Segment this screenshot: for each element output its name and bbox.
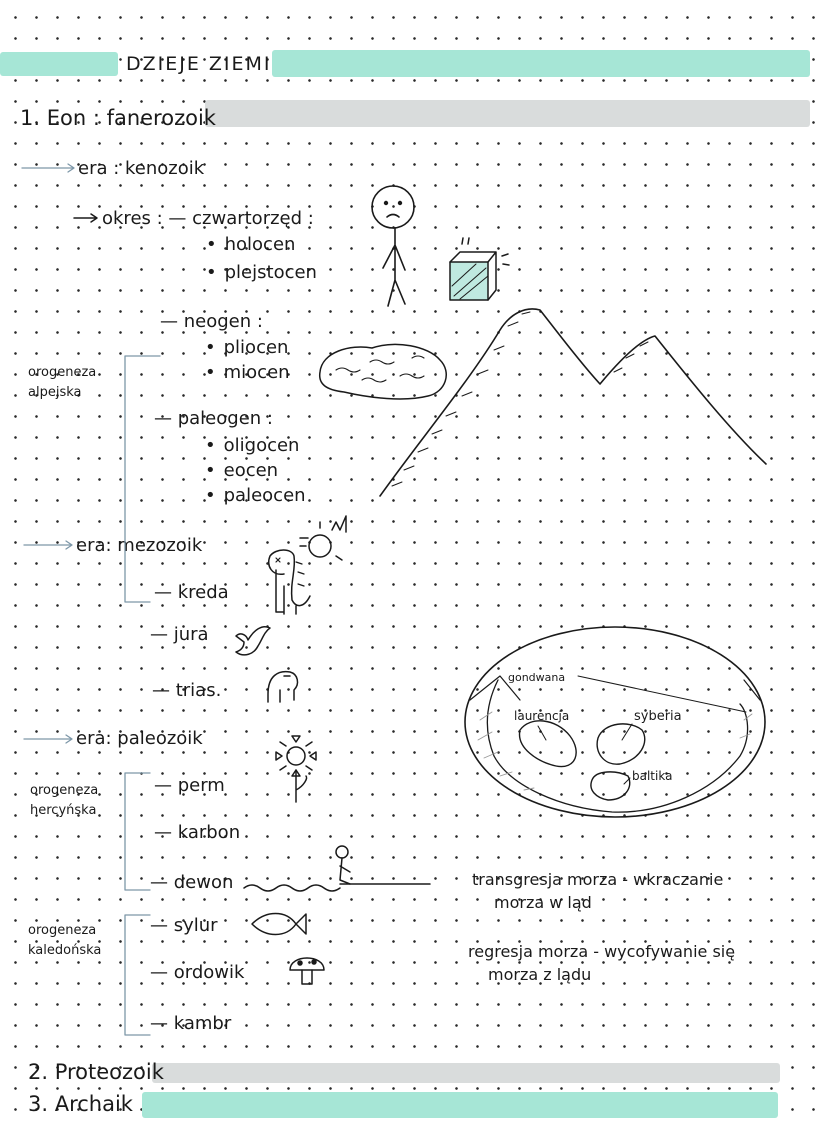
map-label-syberia: syberia <box>634 709 682 724</box>
continent-laurencja <box>520 721 577 767</box>
period-jura: — jura <box>150 624 209 645</box>
section-3-label: 3. Archaik <box>28 1092 133 1116</box>
orogeny-brackets <box>125 356 160 1035</box>
epoch-holocen: • holocen <box>206 236 295 254</box>
orogeny-kaledonska-line1: orogeneza <box>28 923 97 938</box>
definition-regresja-line2: morza z lądu <box>488 965 592 984</box>
period-paleogen: — paleogen : <box>154 408 273 429</box>
orogeny-alpejska-line2: alpejska <box>28 385 82 400</box>
map-label-laurencja: laurencja <box>514 709 570 723</box>
period-kambr: — kambr <box>150 1013 232 1034</box>
definition-transgresja-line1: transgresja morza - wkraczanie <box>472 870 724 889</box>
continent-baltika <box>591 772 630 800</box>
epoch-paleocen: • paleocen <box>205 487 306 505</box>
epoch-oligocen: • oligocen <box>205 437 299 455</box>
ice-cube-icon <box>450 238 509 300</box>
cloud-waves <box>336 356 424 382</box>
period-ordowik: — ordowik <box>150 962 245 983</box>
cloud-icon <box>320 344 447 399</box>
person-icon <box>372 186 414 306</box>
definition-regresja-line1: regresja morza - wycofywanie się <box>468 942 736 961</box>
mountains-icon <box>380 309 766 496</box>
map-label-gondwana: gondwana <box>508 671 566 684</box>
epoch-eocen: • eocen <box>205 462 278 480</box>
section-2-label: 2. Proteozoik <box>28 1060 164 1084</box>
epoch-pliocen: • pliocen <box>205 339 288 357</box>
page-title: DZIEJE ZIEMI <box>126 53 272 75</box>
period-czwartorzed: okres : — czwartorzęd : <box>102 208 314 229</box>
section-1-label: 1. Eon : fanerozoik <box>20 106 216 130</box>
dinosaur-icon <box>269 550 310 614</box>
era-paleozoik: era: paleozoik <box>76 728 203 749</box>
continent-syberia <box>597 724 645 764</box>
flower-icon <box>276 736 316 802</box>
sitting-figure-icon <box>336 846 350 884</box>
era-kenozoik: era : kenozoik <box>78 158 205 179</box>
small-dinosaur-icon <box>268 672 297 702</box>
period-trias: — trias. <box>152 680 222 701</box>
era-arrows <box>22 164 74 743</box>
period-karbon: — karbon <box>154 822 241 843</box>
orogeny-kaledonska-line2: kaledońska <box>28 943 102 958</box>
sea-waves <box>244 884 430 891</box>
period-neogen: — neogen : <box>160 311 263 332</box>
map-globe <box>465 627 765 817</box>
orogeny-hercynska-line1: orogeneza <box>30 783 99 798</box>
bird-icon <box>236 627 270 655</box>
definition-transgresja-line2: morza w ląd <box>494 893 592 912</box>
sun-icon <box>300 516 346 560</box>
map-label-baltika: baltika <box>632 769 673 783</box>
mushroom-icon <box>290 958 324 984</box>
epoch-miocen: • miocen <box>205 364 290 382</box>
orogeny-alpejska-line1: orogeneza <box>28 365 97 380</box>
era-mezozoik: era: mezozoik <box>76 535 203 556</box>
period-dewon: — dewon <box>150 872 234 893</box>
period-kreda: — kreda <box>154 582 229 603</box>
period-sylur: — sylur <box>150 915 218 936</box>
orogeny-hercynska-line2: hercyńska <box>30 803 97 818</box>
period-perm: — perm <box>154 775 225 796</box>
epoch-plejstocen: • plejstocen <box>206 264 317 282</box>
fish-icon <box>252 914 306 935</box>
okres-arrow-icon <box>74 214 97 222</box>
